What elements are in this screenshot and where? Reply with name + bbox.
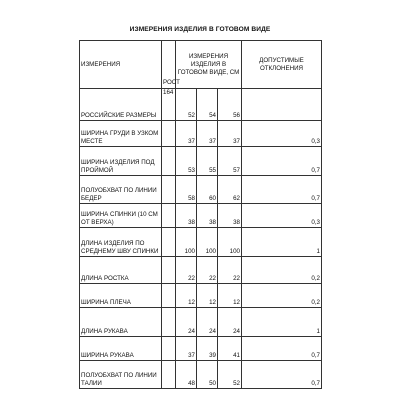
size-value: 50 (197, 361, 218, 389)
table-row (80, 337, 322, 361)
size-value: 52 (218, 361, 242, 389)
size-value: 37 (218, 121, 242, 147)
table-row (80, 257, 322, 284)
size-value: 100 (176, 228, 197, 257)
table-row (80, 89, 322, 121)
height-cell (162, 121, 176, 147)
size-value: 12 (176, 284, 197, 308)
height-cell (162, 284, 176, 308)
table-row (80, 204, 322, 228)
tolerance-value: 0,3 (242, 204, 322, 228)
size-value: 37 (197, 121, 218, 147)
row-label: ДЛИНА РОСТКА (80, 257, 162, 284)
size-value: 48 (176, 361, 197, 389)
height-cell (162, 228, 176, 257)
size-value: 12 (218, 284, 242, 308)
row-label: РОССИЙСКИЕ РАЗМЕРЫ (80, 89, 162, 121)
header-tolerances: ДОПУСТИМЫЕ ОТКЛОНЕНИЯ (242, 41, 322, 89)
height-cell (162, 147, 176, 176)
table-row (80, 361, 322, 389)
size-value: 41 (218, 337, 242, 361)
header-row (80, 41, 322, 79)
header-height-label: РОСТ (162, 79, 176, 89)
size-value: 56 (218, 89, 242, 121)
height-cell: 164 (162, 89, 176, 121)
size-value: 38 (218, 204, 242, 228)
header-measurements: ИЗМЕРЕНИЯ (80, 41, 162, 89)
size-value: 52 (176, 89, 197, 121)
size-value: 54 (197, 89, 218, 121)
row-label: ДЛИНА ИЗДЕЛИЯ ПО СРЕДНЕМУ ШВУ СПИНКИ (80, 228, 162, 257)
height-cell (162, 337, 176, 361)
size-value: 38 (197, 204, 218, 228)
size-value: 62 (218, 176, 242, 204)
size-value: 12 (197, 284, 218, 308)
tolerance-value: 0,2 (242, 284, 322, 308)
size-value: 57 (218, 147, 242, 176)
row-label: ШИРИНА ПЛЕЧА (80, 284, 162, 308)
size-value: 24 (197, 308, 218, 337)
tolerance-value (242, 89, 322, 121)
table-row (80, 228, 322, 257)
header-blank (162, 41, 176, 79)
size-value: 37 (176, 337, 197, 361)
size-value: 24 (176, 308, 197, 337)
size-value: 24 (218, 308, 242, 337)
size-value: 37 (176, 121, 197, 147)
table-row (80, 121, 322, 147)
size-value: 22 (176, 257, 197, 284)
size-value: 100 (218, 228, 242, 257)
height-cell (162, 204, 176, 228)
tolerance-value: 0,7 (242, 176, 322, 204)
size-value: 58 (176, 176, 197, 204)
row-label: ДЛИНА РУКАВА (80, 308, 162, 337)
row-label: ШИРИНА ИЗДЕЛИЯ ПОД ПРОЙМОЙ (80, 147, 162, 176)
tolerance-value: 0,7 (242, 361, 322, 389)
tolerance-value: 1 (242, 308, 322, 337)
header-finished-sizes: ИЗМЕРЕНИЯ ИЗДЕЛИЯ В ГОТОВОМ ВИДЕ, СМ (176, 41, 242, 89)
tolerance-value: 0,2 (242, 257, 322, 284)
size-value: 22 (218, 257, 242, 284)
tolerance-value: 0,7 (242, 147, 322, 176)
size-value: 22 (197, 257, 218, 284)
tolerance-value: 0,7 (242, 337, 322, 361)
row-label: ПОЛУОБХВАТ ПО ЛИНИИ ТАЛИИ (80, 361, 162, 389)
height-cell (162, 308, 176, 337)
tolerance-value: 1 (242, 228, 322, 257)
table-row (80, 284, 322, 308)
size-value: 39 (197, 337, 218, 361)
row-label: ПОЛУОБХВАТ ПО ЛИНИИ БЕДЕР (80, 176, 162, 204)
size-value: 60 (197, 176, 218, 204)
measurements-table (79, 40, 322, 389)
size-value: 100 (197, 228, 218, 257)
table-row (80, 308, 322, 337)
table-title: ИЗМЕРЕНИЯ ИЗДЕЛИЯ В ГОТОВОМ ВИДЕ (129, 26, 271, 33)
row-label: ШИРИНА ГРУДИ В УЗКОМ МЕСТЕ (80, 121, 162, 147)
row-label: ШИРИНА СПИНКИ (10 СМ ОТ ВЕРХА) (80, 204, 162, 228)
size-value: 38 (176, 204, 197, 228)
height-cell (162, 361, 176, 389)
size-value: 55 (197, 147, 218, 176)
table-row (80, 147, 322, 176)
height-cell (162, 176, 176, 204)
tolerance-value: 0,3 (242, 121, 322, 147)
size-value: 53 (176, 147, 197, 176)
table-row (80, 176, 322, 204)
height-cell (162, 257, 176, 284)
row-label: ШИРИНА РУКАВА (80, 337, 162, 361)
